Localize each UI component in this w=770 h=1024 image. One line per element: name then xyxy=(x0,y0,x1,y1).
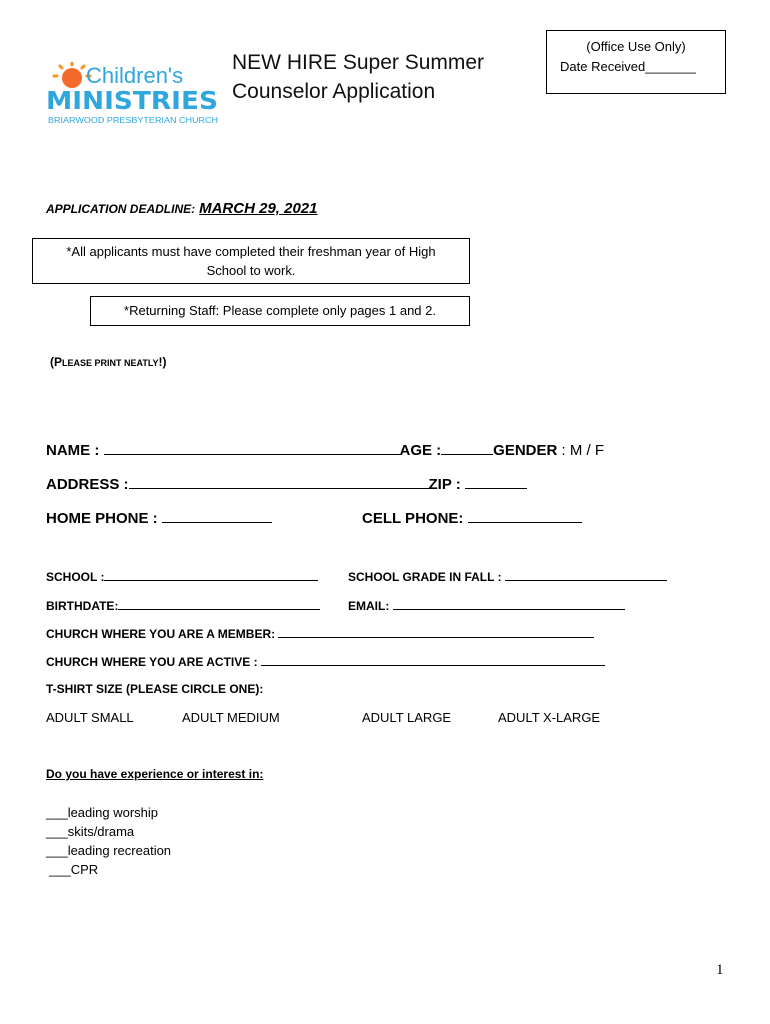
zip-field[interactable] xyxy=(465,474,527,489)
cell-phone-field[interactable] xyxy=(468,508,582,523)
form-title xyxy=(232,48,484,106)
name-age-gender-row xyxy=(46,440,604,459)
size-option-large[interactable]: ADULT LARGE xyxy=(362,710,452,725)
deadline-date: MARCH 29, 2021 xyxy=(199,200,318,217)
church-member-field[interactable] xyxy=(278,625,594,638)
email-row xyxy=(348,597,625,613)
grade-row xyxy=(348,568,667,584)
cell-phone-row xyxy=(362,508,582,527)
experience-heading: Do you have experience or interest in: xyxy=(46,767,264,781)
returning-staff-note: *Returning Staff: Please complete only pages 1 and 2. xyxy=(90,296,470,326)
birthdate-field[interactable] xyxy=(118,597,320,610)
school-field[interactable] xyxy=(104,568,318,581)
age-field[interactable] xyxy=(441,440,493,455)
date-received-field[interactable]: Date Received_______ xyxy=(560,59,696,74)
school-label: SCHOOL : xyxy=(46,570,105,584)
freshman-requirement-note: *All applicants must have completed their freshman year of High School to work. xyxy=(32,238,470,284)
experience-item[interactable]: ___skits/drama xyxy=(46,824,135,839)
home-phone-field[interactable] xyxy=(162,508,272,523)
page-number: 1 xyxy=(716,962,724,978)
home-phone-row xyxy=(46,508,272,527)
birthdate-row xyxy=(46,597,320,613)
church-member-row xyxy=(46,625,594,641)
size-option-small[interactable]: ADULT SMALL xyxy=(46,710,134,725)
birthdate-label: BIRTHDATE: xyxy=(46,599,119,613)
tshirt-size-label: T-SHIRT SIZE (PLEASE CIRCLE ONE): xyxy=(46,682,264,696)
email-field[interactable] xyxy=(393,597,625,610)
church-active-field[interactable] xyxy=(261,653,605,666)
age-label: AGE : xyxy=(399,442,442,459)
print-neatly-close: !) xyxy=(158,355,167,369)
name-label: NAME : xyxy=(46,442,100,459)
office-use-label: (Office Use Only) xyxy=(586,39,686,54)
home-phone-label: HOME PHONE : xyxy=(46,510,158,527)
experience-list xyxy=(46,803,171,879)
office-use-box xyxy=(546,30,726,94)
application-deadline xyxy=(46,200,318,218)
print-neatly-open: (P xyxy=(50,355,62,369)
sun-icon xyxy=(54,62,90,88)
address-zip-row xyxy=(46,474,527,493)
zip-label: ZIP : xyxy=(428,476,461,493)
deadline-label: APPLICATION DEADLINE: xyxy=(46,202,196,216)
childrens-ministries-logo xyxy=(46,62,222,126)
name-field[interactable] xyxy=(104,440,400,455)
form-title-line1: NEW HIRE Super Summer xyxy=(232,51,485,74)
grade-field[interactable] xyxy=(505,568,667,581)
address-field[interactable] xyxy=(129,474,429,489)
size-option-medium[interactable]: ADULT MEDIUM xyxy=(182,710,280,725)
experience-item[interactable]: ___CPR xyxy=(49,862,99,877)
grade-label: SCHOOL GRADE IN FALL : xyxy=(348,570,502,584)
church-active-label: CHURCH WHERE YOU ARE ACTIVE : xyxy=(46,655,258,669)
cell-phone-label: CELL PHONE: xyxy=(362,510,464,527)
church-member-label: CHURCH WHERE YOU ARE A MEMBER: xyxy=(46,627,276,641)
gender-options[interactable]: : M / F xyxy=(557,442,605,459)
experience-item[interactable]: ___leading recreation xyxy=(46,843,172,858)
gender-label: GENDER xyxy=(493,442,558,459)
email-label: EMAIL: xyxy=(348,599,390,613)
print-neatly-note xyxy=(50,355,167,369)
school-row xyxy=(46,568,318,584)
svg-text:BRIARWOOD PRESBYTERIAN CHURCH: BRIARWOOD PRESBYTERIAN CHURCH xyxy=(48,116,219,125)
church-active-row xyxy=(46,653,605,669)
svg-text:MINISTRIES: MINISTRIES xyxy=(46,86,218,115)
print-neatly-text: LEASE PRINT NEATLY xyxy=(62,358,159,368)
experience-item[interactable]: ___leading worship xyxy=(46,805,159,820)
size-option-xlarge[interactable]: ADULT X-LARGE xyxy=(498,710,601,725)
form-title-line2: Counselor Application xyxy=(232,80,436,103)
svg-text:Children's: Children's xyxy=(86,63,184,88)
address-label: ADDRESS : xyxy=(46,476,129,493)
